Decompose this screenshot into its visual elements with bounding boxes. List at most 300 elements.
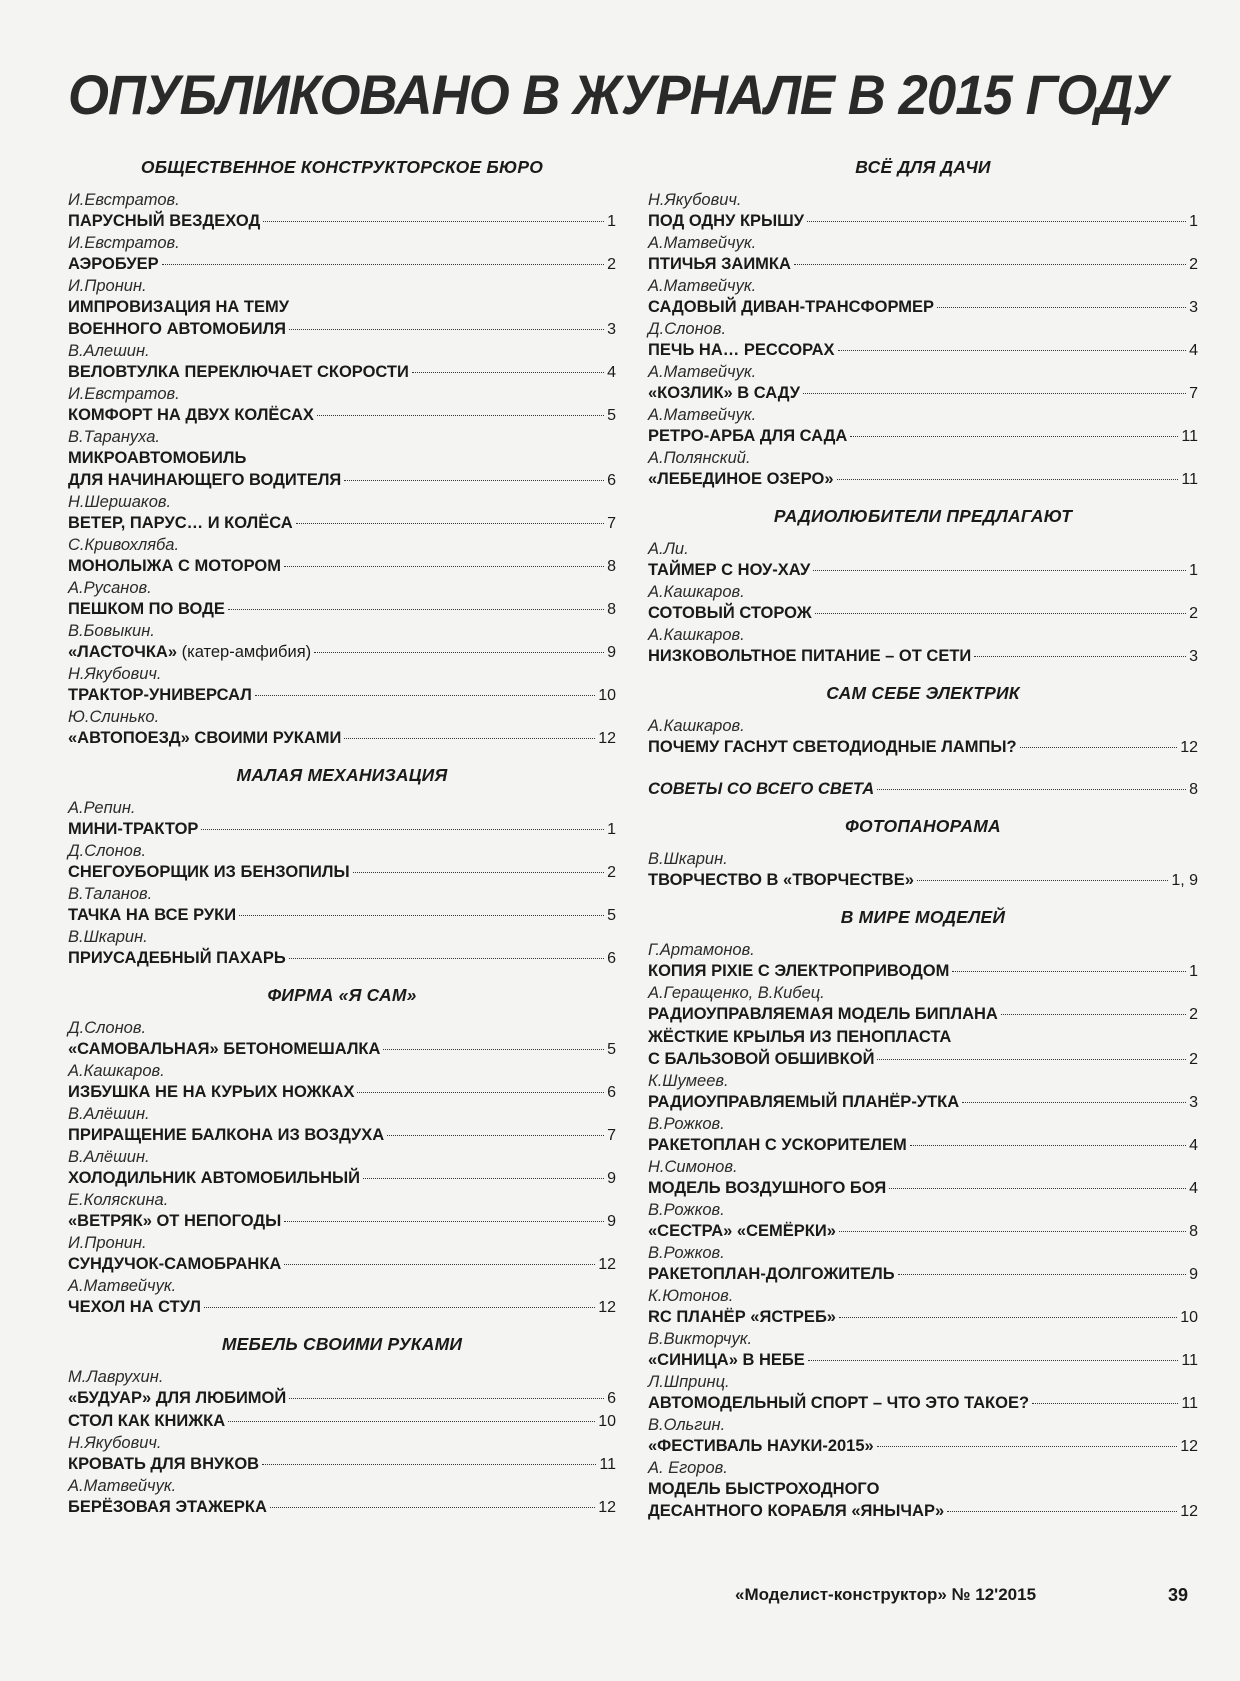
entry-title: [648, 425, 847, 447]
entry-title-row: [68, 210, 616, 233]
dot-leader: [317, 415, 604, 416]
entry-page: 11: [1181, 1395, 1198, 1412]
entry-page: 12: [598, 1499, 616, 1516]
toc-entry: [68, 1367, 616, 1410]
entry-title-row: [648, 253, 1198, 276]
toc-entry: [68, 384, 616, 427]
entry-title-text: БЕРЁЗОВАЯ ЭТАЖЕРКА: [68, 1498, 267, 1516]
entry-title-row: [68, 404, 616, 427]
toc-entry: [68, 1147, 616, 1190]
dot-leader: [1001, 1014, 1186, 1015]
entry-title-text: КОМФОРТ НА ДВУХ КОЛЁСАХ: [68, 406, 314, 424]
entry-author: А.Матвейчук.: [68, 1277, 177, 1295]
entry-title-text: РАКЕТОПЛАН-ДОЛГОЖИТЕЛЬ: [648, 1265, 895, 1283]
entry-title: [648, 210, 804, 232]
dot-leader: [162, 264, 605, 265]
entry-title-row: [648, 1392, 1198, 1415]
toc-entry: [648, 405, 1198, 448]
entry-title-row: [648, 736, 1198, 759]
entry-title-row: [68, 1253, 616, 1276]
entry-page: 8: [1189, 781, 1198, 798]
entry-title-line: ЖЁСТКИЕ КРЫЛЬЯ ИЗ ПЕНОПЛАСТА: [648, 1028, 952, 1046]
entry-page: 9: [607, 644, 616, 661]
toc-entry: [68, 341, 616, 384]
entry-page: 1, 9: [1171, 872, 1198, 889]
entry-title-row: [648, 1048, 1198, 1071]
entry-title-text: «ФЕСТИВАЛЬ НАУКИ-2015»: [648, 1437, 874, 1455]
entry-author: И.Евстратов.: [68, 385, 180, 403]
entry-author: Ю.Слинько.: [68, 708, 160, 726]
entry-title-text: САДОВЫЙ ДИВАН-ТРАНСФОРМЕР: [648, 298, 935, 316]
toc-entry: [648, 778, 1198, 801]
entry-title-row: [648, 1500, 1198, 1523]
entry-title: [68, 1081, 354, 1103]
dot-leader: [412, 372, 604, 373]
entry-title-text: ПОД ОДНУ КРЫШУ: [648, 212, 805, 230]
dot-leader: [803, 393, 1186, 394]
entry-title: [648, 1306, 836, 1328]
toc-entry: [68, 1410, 616, 1433]
entry-title-row: [68, 318, 616, 341]
entry-title-text: ТАЙМЕР С НОУ-ХАУ: [648, 561, 811, 579]
toc-entry: [68, 1104, 616, 1147]
dot-leader: [284, 1221, 604, 1222]
entry-author: Н.Шершаков.: [68, 493, 172, 511]
entry-author: Е.Коляскина.: [68, 1191, 169, 1209]
entry-title-row: [68, 641, 616, 664]
entry-title-row: [68, 818, 616, 841]
entry-title: [68, 361, 409, 383]
entry-title-text: ПЕШКОМ ПО ВОДЕ: [68, 600, 225, 618]
entry-page: 10: [598, 1413, 616, 1430]
entry-title-text: СТОЛ КАК КНИЖКА: [68, 1412, 226, 1430]
toc-section: [68, 1327, 616, 1519]
entry-author: В.Шкарин.: [648, 850, 728, 868]
entry-title-text: ВЕЛОВТУЛКА ПЕРЕКЛЮЧАЕТ СКОРОСТИ: [68, 363, 409, 381]
entry-title-text: СНЕГОУБОРЩИК ИЗ БЕНЗОПИЛЫ: [68, 863, 350, 881]
entry-title-row: [648, 960, 1198, 983]
section-title: МАЛАЯ МЕХАНИЗАЦИЯ: [236, 765, 448, 785]
dot-leader: [850, 436, 1178, 437]
entry-title-text: ИЗБУШКА НЕ НА КУРЬИХ НОЖКАХ: [68, 1083, 355, 1101]
entry-title: [68, 404, 314, 426]
dot-leader: [263, 221, 604, 222]
entry-title: [68, 1124, 384, 1146]
entry-title: [68, 253, 159, 275]
entry-title-text: РЕТРО-АРБА ДЛЯ САДА: [648, 427, 848, 445]
entry-author: И.Евстратов.: [68, 234, 180, 252]
entry-title-row: [648, 382, 1198, 405]
right-column: [648, 150, 1198, 1523]
entry-title-row: [68, 1081, 616, 1104]
dot-leader: [383, 1049, 604, 1050]
entry-title: [648, 559, 810, 581]
entry-title-row: [648, 1091, 1198, 1114]
toc-entry: [648, 1243, 1198, 1286]
dot-leader: [910, 1145, 1186, 1146]
entry-page: 12: [598, 1299, 616, 1316]
entry-title-row: [68, 512, 616, 535]
entry-title-text: МОНОЛЫЖА С МОТОРОМ: [68, 557, 282, 575]
entry-page: 2: [1189, 256, 1198, 273]
toc-entry: [648, 849, 1198, 892]
entry-author: А.Геращенко, В.Кибец.: [648, 984, 825, 1002]
toc-entry: [68, 1233, 616, 1276]
entry-author: В.Викторчук.: [648, 1330, 753, 1348]
entry-title-row: [68, 1210, 616, 1233]
dot-leader: [344, 480, 604, 481]
toc-section: [648, 150, 1198, 491]
toc-entry: [68, 1276, 616, 1319]
dot-leader: [228, 609, 604, 610]
toc-entry: [68, 927, 616, 970]
entry-page: 6: [607, 950, 616, 967]
entry-title: [68, 1296, 201, 1318]
entry-title-row: [648, 869, 1198, 892]
entry-page: 12: [1180, 1503, 1198, 1520]
entry-page: 3: [1189, 299, 1198, 316]
entry-author: А.Репин.: [68, 799, 136, 817]
entry-author: В.Алёшин.: [68, 1105, 150, 1123]
entry-title-row: [68, 684, 616, 707]
toc-entry: [68, 1018, 616, 1061]
entry-title-text: «СЕСТРА» «СЕМЁРКИ»: [648, 1222, 836, 1240]
entry-title-row: [68, 1296, 616, 1319]
entry-author: А.Матвейчук.: [648, 363, 757, 381]
entry-title-text: «КОЗЛИК» В САДУ: [648, 384, 801, 402]
entry-title: [68, 512, 293, 534]
entry-author: И.Пронин.: [68, 1234, 147, 1252]
section-title: ВСЁ ДЛЯ ДАЧИ: [855, 157, 991, 177]
entry-title-row: [648, 602, 1198, 625]
dot-leader: [228, 1421, 595, 1422]
dot-leader: [839, 1317, 1177, 1318]
toc-entry: [68, 841, 616, 884]
toc-entry: [68, 1190, 616, 1233]
entry-page: 11: [1181, 428, 1198, 445]
entry-title-row: [68, 253, 616, 276]
toc-entry: [68, 190, 616, 233]
entry-title-row: [68, 555, 616, 578]
section-title: ФИРМА «Я САМ»: [267, 985, 417, 1005]
entry-page: 10: [598, 687, 616, 704]
entry-title-row: [648, 645, 1198, 668]
entry-title-text: СОВЕТЫ СО ВСЕГО СВЕТА: [648, 780, 875, 798]
entry-title: [648, 736, 1017, 758]
toc-entry: [648, 1415, 1198, 1458]
dot-leader: [947, 1511, 1177, 1512]
entry-author: И.Пронин.: [68, 277, 147, 295]
entry-title-line: МИКРОАВТОМОБИЛЬ: [68, 449, 247, 467]
toc-section: [68, 150, 616, 750]
entry-title-row: [648, 1306, 1198, 1329]
entry-title-text: ХОЛОДИЛЬНИК АВТОМОБИЛЬНЫЙ: [68, 1169, 361, 1187]
entry-page: 11: [1181, 1352, 1198, 1369]
toc-entry: [648, 276, 1198, 319]
entry-title-row: [68, 1410, 616, 1433]
entry-author: А.Матвейчук.: [648, 406, 757, 424]
entry-author: Л.Шпринц.: [648, 1373, 730, 1391]
entry-author: Д.Слонов.: [68, 1019, 147, 1037]
dot-leader: [270, 1507, 595, 1508]
entry-author: В.Таланов.: [68, 885, 153, 903]
entry-title: [648, 1091, 959, 1113]
entry-title: [648, 1134, 907, 1156]
section-title: В МИРЕ МОДЕЛЕЙ: [840, 907, 1006, 927]
entry-title-row: [648, 425, 1198, 448]
entry-page: 5: [607, 1041, 616, 1058]
entry-author: Н.Якубович.: [648, 191, 742, 209]
entry-title-row: [68, 598, 616, 621]
entry-title-text: ПЕЧЬ НА… РЕССОРАХ: [648, 341, 835, 359]
dot-leader: [284, 1264, 595, 1265]
toc-entry: [68, 1061, 616, 1104]
entry-author: Г.Артамонов.: [648, 941, 755, 959]
dot-leader: [877, 1446, 1177, 1447]
entry-title: [648, 339, 835, 361]
entry-author: В.Ольгин.: [648, 1416, 726, 1434]
entry-title-row: [648, 468, 1198, 491]
entry-page: 3: [1189, 648, 1198, 665]
entry-title-row: [648, 296, 1198, 319]
entry-title-row: [68, 1496, 616, 1519]
dot-leader: [289, 958, 604, 959]
entry-author: Н.Якубович.: [68, 665, 162, 683]
entry-page: 4: [1189, 342, 1198, 359]
entry-title-text: ПРИРАЩЕНИЕ БАЛКОНА ИЗ ВОЗДУХА: [68, 1126, 385, 1144]
entry-title: [648, 296, 934, 318]
entry-title: [68, 1253, 281, 1275]
dot-leader: [353, 872, 604, 873]
entry-title-text: ЧЕХОЛ НА СТУЛ: [68, 1298, 201, 1316]
toc-section: [648, 759, 1198, 801]
dot-leader: [807, 221, 1186, 222]
section-title: ФОТОПАНОРАМА: [845, 816, 1001, 836]
entry-title-text: РАДИОУПРАВЛЯЕМАЯ МОДЕЛЬ БИПЛАНА: [648, 1005, 998, 1023]
entry-author: А.Кашкаров.: [68, 1062, 165, 1080]
entry-title-row: [68, 469, 616, 492]
entry-title-row: [68, 861, 616, 884]
toc-section: [648, 499, 1198, 668]
entry-page: 11: [1181, 471, 1198, 488]
entry-author: А.Матвейчук.: [648, 234, 757, 252]
entry-page: 8: [607, 601, 616, 618]
page-title: ОПУБЛИКОВАНО В ЖУРНАЛЕ В 2015 ГОДУ: [68, 63, 1168, 126]
entry-title-row: [68, 947, 616, 970]
toc-entry: [648, 983, 1198, 1026]
entry-author: А.Матвейчук.: [648, 277, 757, 295]
dot-leader: [813, 570, 1186, 571]
entry-title-text: ПТИЧЬЯ ЗАИМКА: [648, 255, 791, 273]
entry-title-text: КРОВАТЬ ДЛЯ ВНУКОВ: [68, 1455, 260, 1473]
entry-title-text: АВТОМОДЕЛЬНЫЙ СПОРТ – ЧТО ЭТО ТАКОЕ?: [648, 1394, 1030, 1412]
toc-entry: [68, 578, 616, 621]
entry-title: [648, 960, 949, 982]
entry-page: 10: [1180, 1309, 1198, 1326]
entry-page: 8: [607, 558, 616, 575]
entry-title-text: ВОЕННОГО АВТОМОБИЛЯ: [68, 320, 287, 338]
entry-title: [68, 947, 286, 969]
dot-leader: [255, 695, 595, 696]
entry-page: 1: [607, 821, 616, 838]
section-title: МЕБЕЛЬ СВОИМИ РУКАМИ: [221, 1334, 463, 1354]
entry-title-text: «ЛАСТОЧКА»: [68, 643, 178, 661]
entry-title-row: [648, 778, 1198, 801]
dot-leader: [815, 613, 1186, 614]
entry-page: 12: [1180, 739, 1198, 756]
entry-author: Д.Слонов.: [68, 842, 147, 860]
toc-section: [68, 978, 616, 1319]
toc-section: [648, 809, 1198, 892]
toc-entry: [68, 707, 616, 750]
toc-entry: [648, 319, 1198, 362]
dot-leader: [837, 479, 1179, 480]
entry-title-text: ТРАКТОР-УНИВЕРСАЛ: [68, 686, 252, 704]
entry-title-text: ПАРУСНЫЙ ВЕЗДЕХОД: [68, 212, 261, 230]
toc-entry: [648, 1458, 1198, 1523]
entry-title-row: [68, 1387, 616, 1410]
toc-entry: [648, 1157, 1198, 1200]
entry-author: А.Кашкаров.: [648, 583, 745, 601]
entry-page: 1: [1189, 963, 1198, 980]
toc-entry: [648, 1114, 1198, 1157]
entry-title-row: [68, 1038, 616, 1061]
dot-leader: [794, 264, 1186, 265]
entry-author: А.Ли.: [648, 540, 689, 558]
journal-issue: «Моделист-конструктор» № 12'2015: [735, 1585, 1037, 1604]
entry-title-row: [68, 904, 616, 927]
dot-leader: [262, 1464, 596, 1465]
entry-title-text: АЭРОБУЕР: [68, 255, 159, 273]
entry-page: 7: [607, 1127, 616, 1144]
entry-title: [68, 1453, 259, 1475]
entry-title: [68, 555, 281, 577]
toc-entry: [648, 1071, 1198, 1114]
entry-title: [648, 468, 834, 490]
entry-title-text: «САМОВАЛЬНАЯ» БЕТОНОМЕШАЛКА: [68, 1040, 381, 1058]
entry-title: [648, 1048, 874, 1070]
entry-title: [648, 869, 914, 891]
toc-entry: [68, 276, 616, 341]
dot-leader: [937, 307, 1186, 308]
section-title: РАДИОЛЮБИТЕЛИ ПРЕДЛАГАЮТ: [773, 506, 1073, 526]
entry-page: 4: [607, 364, 616, 381]
entry-page: 1: [1189, 213, 1198, 230]
entry-title: [68, 1387, 286, 1409]
toc-section: [648, 676, 1198, 759]
dot-leader: [363, 1178, 604, 1179]
entry-author: В.Бовыкин.: [68, 622, 155, 640]
entry-page: 2: [607, 864, 616, 881]
toc-entry: [68, 535, 616, 578]
entry-title-text: РАДИОУПРАВЛЯЕМЫЙ ПЛАНЁР-УТКА: [648, 1093, 960, 1111]
entry-title-row: [68, 361, 616, 384]
dot-leader: [387, 1135, 604, 1136]
entry-title-row: [68, 1167, 616, 1190]
dot-leader: [204, 1307, 595, 1308]
entry-title-text: «СИНИЦА» В НЕБЕ: [648, 1351, 805, 1369]
entry-title-text: ТВОРЧЕСТВО В «ТВОРЧЕСТВЕ»: [648, 871, 914, 889]
entry-page: 11: [599, 1456, 616, 1473]
entry-page: 3: [607, 321, 616, 338]
entry-title: [648, 1003, 998, 1025]
toc-entry: [68, 427, 616, 492]
entry-author: В.Шкарин.: [68, 928, 148, 946]
entry-author: И.Евстратов.: [68, 191, 180, 209]
entry-author: А.Кашкаров.: [648, 717, 745, 735]
toc-entry: [68, 233, 616, 276]
entry-title: [68, 904, 236, 926]
entry-title: [648, 1263, 895, 1285]
entry-title: [68, 684, 252, 706]
toc-section: [68, 758, 616, 970]
toc-entry: [68, 884, 616, 927]
left-column: [68, 150, 616, 1519]
dot-leader: [839, 1231, 1186, 1232]
entry-page: 9: [1189, 1266, 1198, 1283]
entry-author: Н.Симонов.: [648, 1158, 738, 1176]
dot-leader: [1032, 1403, 1178, 1404]
entry-page: 6: [607, 1084, 616, 1101]
entry-author: В.Рожков.: [648, 1115, 725, 1133]
entry-title: [648, 1500, 944, 1522]
dot-leader: [289, 329, 604, 330]
entry-author: В.Рожков.: [648, 1244, 725, 1262]
page-footer: [0, 1585, 1240, 1609]
dot-leader: [239, 915, 604, 916]
entry-title-row: [648, 1003, 1198, 1026]
toc-entry: [648, 625, 1198, 668]
dot-leader: [877, 789, 1186, 790]
entry-title-text: НИЗКОВОЛЬТНОЕ ПИТАНИЕ – ОТ СЕТИ: [648, 647, 972, 665]
toc-entry: [68, 621, 616, 664]
entry-title: [648, 602, 812, 624]
entry-title: [68, 1210, 281, 1232]
entry-page: 5: [607, 907, 616, 924]
toc-entry: [648, 1329, 1198, 1372]
entry-title-line: ИМПРОВИЗАЦИЯ НА ТЕМУ: [68, 298, 289, 316]
entry-author: Н.Якубович.: [68, 1434, 162, 1452]
entry-title: [68, 318, 286, 340]
entry-page: 7: [607, 515, 616, 532]
toc-entry: [68, 492, 616, 535]
entry-title-text: ПОЧЕМУ ГАСНУТ СВЕТОДИОДНЫЕ ЛАМПЫ?: [648, 738, 1017, 756]
entry-page: 1: [1189, 562, 1198, 579]
section-gap: [648, 759, 1198, 778]
entry-author: М.Лаврухин.: [68, 1368, 164, 1386]
dot-leader: [962, 1102, 1186, 1103]
toc-entry: [68, 1476, 616, 1519]
dot-leader: [877, 1059, 1186, 1060]
entry-page: 9: [607, 1213, 616, 1230]
dot-leader: [201, 829, 604, 830]
entry-title: [648, 778, 874, 800]
entry-title: [68, 861, 350, 883]
entry-title-row: [648, 339, 1198, 362]
toc-entry: [648, 582, 1198, 625]
entry-page: 12: [598, 730, 616, 747]
entry-author: А.Кашкаров.: [648, 626, 745, 644]
entry-author: В.Тарануха.: [68, 428, 160, 446]
entry-author: В.Алешин.: [68, 342, 150, 360]
entry-author: С.Кривохляба.: [68, 536, 180, 554]
entry-page: 1: [607, 213, 616, 230]
entry-title-line: МОДЕЛЬ БЫСТРОХОДНОГО: [648, 1480, 880, 1498]
entry-title-text: ДЛЯ НАЧИНАЮЩЕГО ВОДИТЕЛЯ: [68, 471, 342, 489]
toc-entry: [648, 362, 1198, 405]
entry-title-row: [68, 1124, 616, 1147]
dot-leader: [917, 880, 1168, 881]
